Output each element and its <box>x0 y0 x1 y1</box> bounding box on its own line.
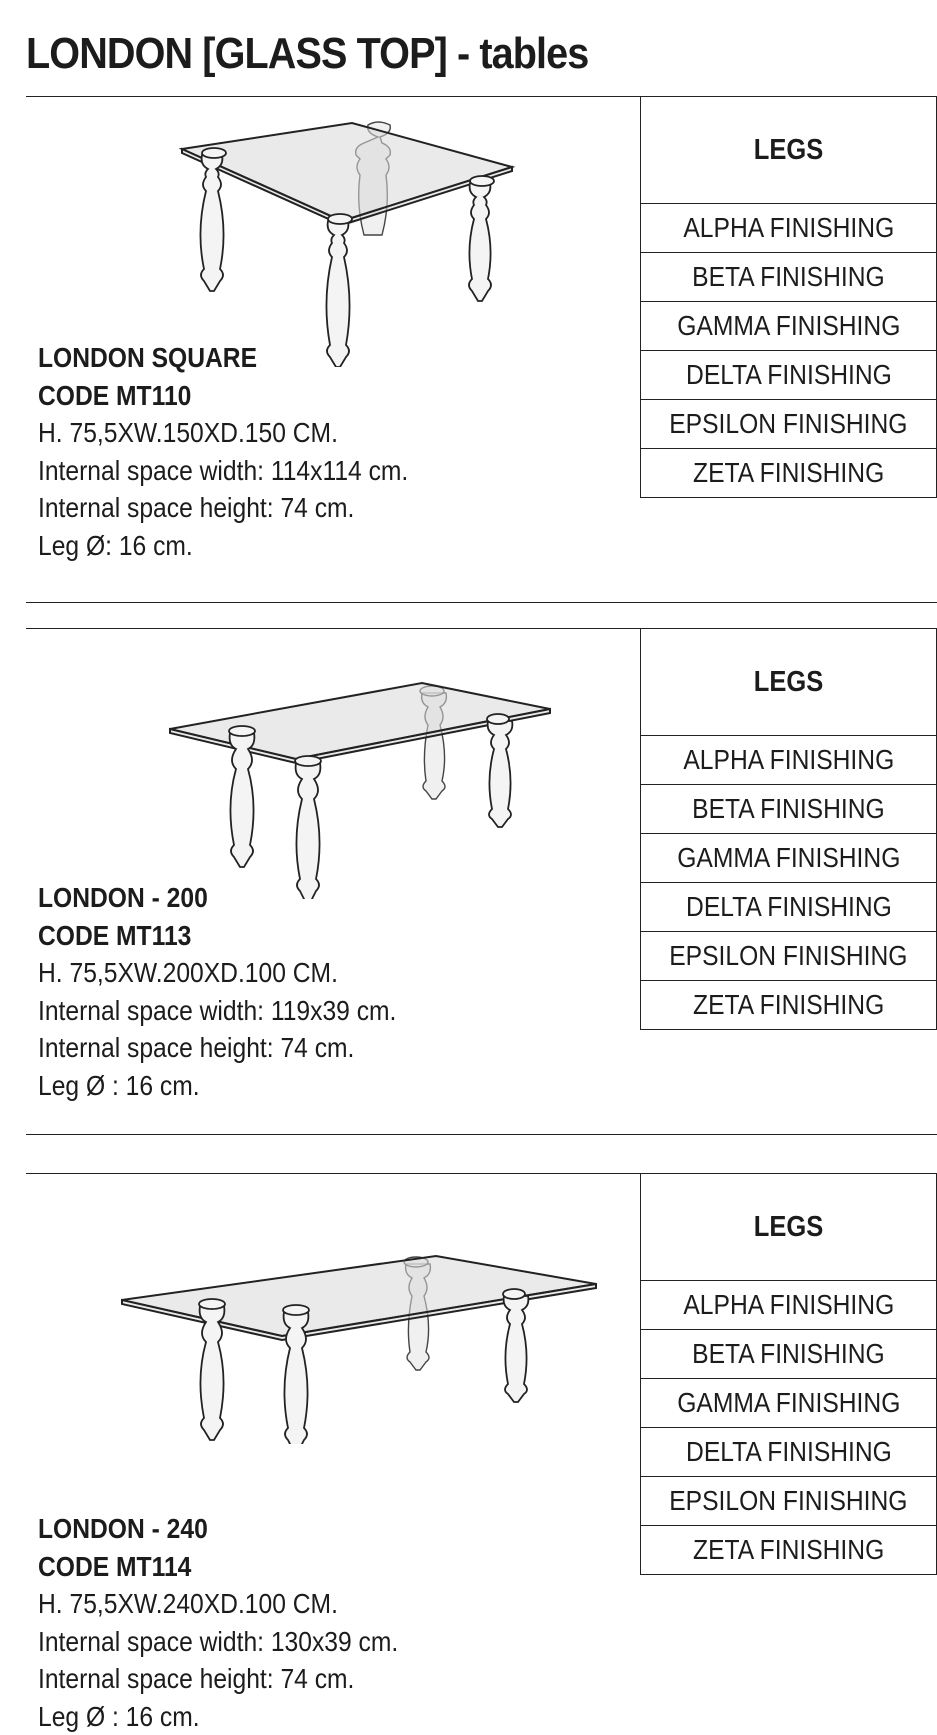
leg-right <box>487 714 512 827</box>
finishing-row: GAMMA FINISHING <box>641 1379 936 1428</box>
finishing-row: ALPHA FINISHING <box>641 204 936 253</box>
finishing-row: BETA FINISHING <box>641 253 936 302</box>
page-title: LONDON [GLASS TOP] - tables <box>26 22 588 86</box>
leg-back-left <box>229 726 255 867</box>
product-name: LONDON SQUARE <box>38 339 408 377</box>
legs-header: LEGS <box>641 1174 936 1281</box>
product-info <box>38 339 408 564</box>
table-square-illustration <box>66 107 606 367</box>
finishing-row: DELTA FINISHING <box>641 883 936 932</box>
product-section-240 <box>26 1173 937 1735</box>
finishing-row: ZETA FINISHING <box>641 1526 936 1574</box>
leg-right <box>503 1289 528 1402</box>
leg-front <box>295 756 321 899</box>
internal-space-height: Internal space height: 74 cm. <box>38 1660 398 1698</box>
product-section-200 <box>26 628 937 1135</box>
product-dimensions: H. 75,5XW.150XD.150 CM. <box>38 414 408 452</box>
product-dimensions: H. 75,5XW.240XD.100 CM. <box>38 1585 398 1623</box>
internal-space-height: Internal space height: 74 cm. <box>38 1029 396 1067</box>
legs-header: LEGS <box>641 629 936 736</box>
internal-space-height: Internal space height: 74 cm. <box>38 489 408 527</box>
leg-diameter: Leg Ø : 16 cm. <box>38 1067 396 1105</box>
leg-diameter: Leg Ø : 16 cm. <box>38 1698 398 1735</box>
leg-front <box>283 1305 309 1444</box>
leg-diameter: Leg Ø: 16 cm. <box>38 527 408 565</box>
finishing-row: ZETA FINISHING <box>641 449 936 497</box>
internal-space-width: Internal space width: 119x39 cm. <box>38 992 396 1030</box>
finishing-row: ALPHA FINISHING <box>641 736 936 785</box>
product-name: LONDON - 240 <box>38 1510 398 1548</box>
leg-back-left <box>199 1299 225 1440</box>
finishing-row: ZETA FINISHING <box>641 981 936 1029</box>
finishing-row: EPSILON FINISHING <box>641 1477 936 1526</box>
finishing-row: EPSILON FINISHING <box>641 400 936 449</box>
finishing-row: BETA FINISHING <box>641 1330 936 1379</box>
finishing-row: GAMMA FINISHING <box>641 302 936 351</box>
product-code: CODE MT114 <box>38 1548 398 1586</box>
product-code: CODE MT113 <box>38 917 396 955</box>
finishing-row: GAMMA FINISHING <box>641 834 936 883</box>
product-dimensions: H. 75,5XW.200XD.100 CM. <box>38 954 396 992</box>
product-code: CODE MT110 <box>38 377 408 415</box>
finishing-row: ALPHA FINISHING <box>641 1281 936 1330</box>
legs-finishing-table <box>640 629 937 1030</box>
legs-finishing-table <box>640 1174 937 1575</box>
finishing-row: DELTA FINISHING <box>641 351 936 400</box>
finishing-row: BETA FINISHING <box>641 785 936 834</box>
legs-finishing-table <box>640 97 937 498</box>
table-200-illustration <box>66 639 606 899</box>
product-name: LONDON - 200 <box>38 879 396 917</box>
product-section-square <box>26 96 937 603</box>
internal-space-width: Internal space width: 114x114 cm. <box>38 452 408 490</box>
table-240-illustration <box>66 1184 606 1444</box>
finishing-row: DELTA FINISHING <box>641 1428 936 1477</box>
product-info <box>38 879 396 1104</box>
finishing-row: EPSILON FINISHING <box>641 932 936 981</box>
legs-header: LEGS <box>641 97 936 204</box>
internal-space-width: Internal space width: 130x39 cm. <box>38 1623 398 1661</box>
leg-right <box>469 176 494 301</box>
product-info <box>38 1510 398 1735</box>
